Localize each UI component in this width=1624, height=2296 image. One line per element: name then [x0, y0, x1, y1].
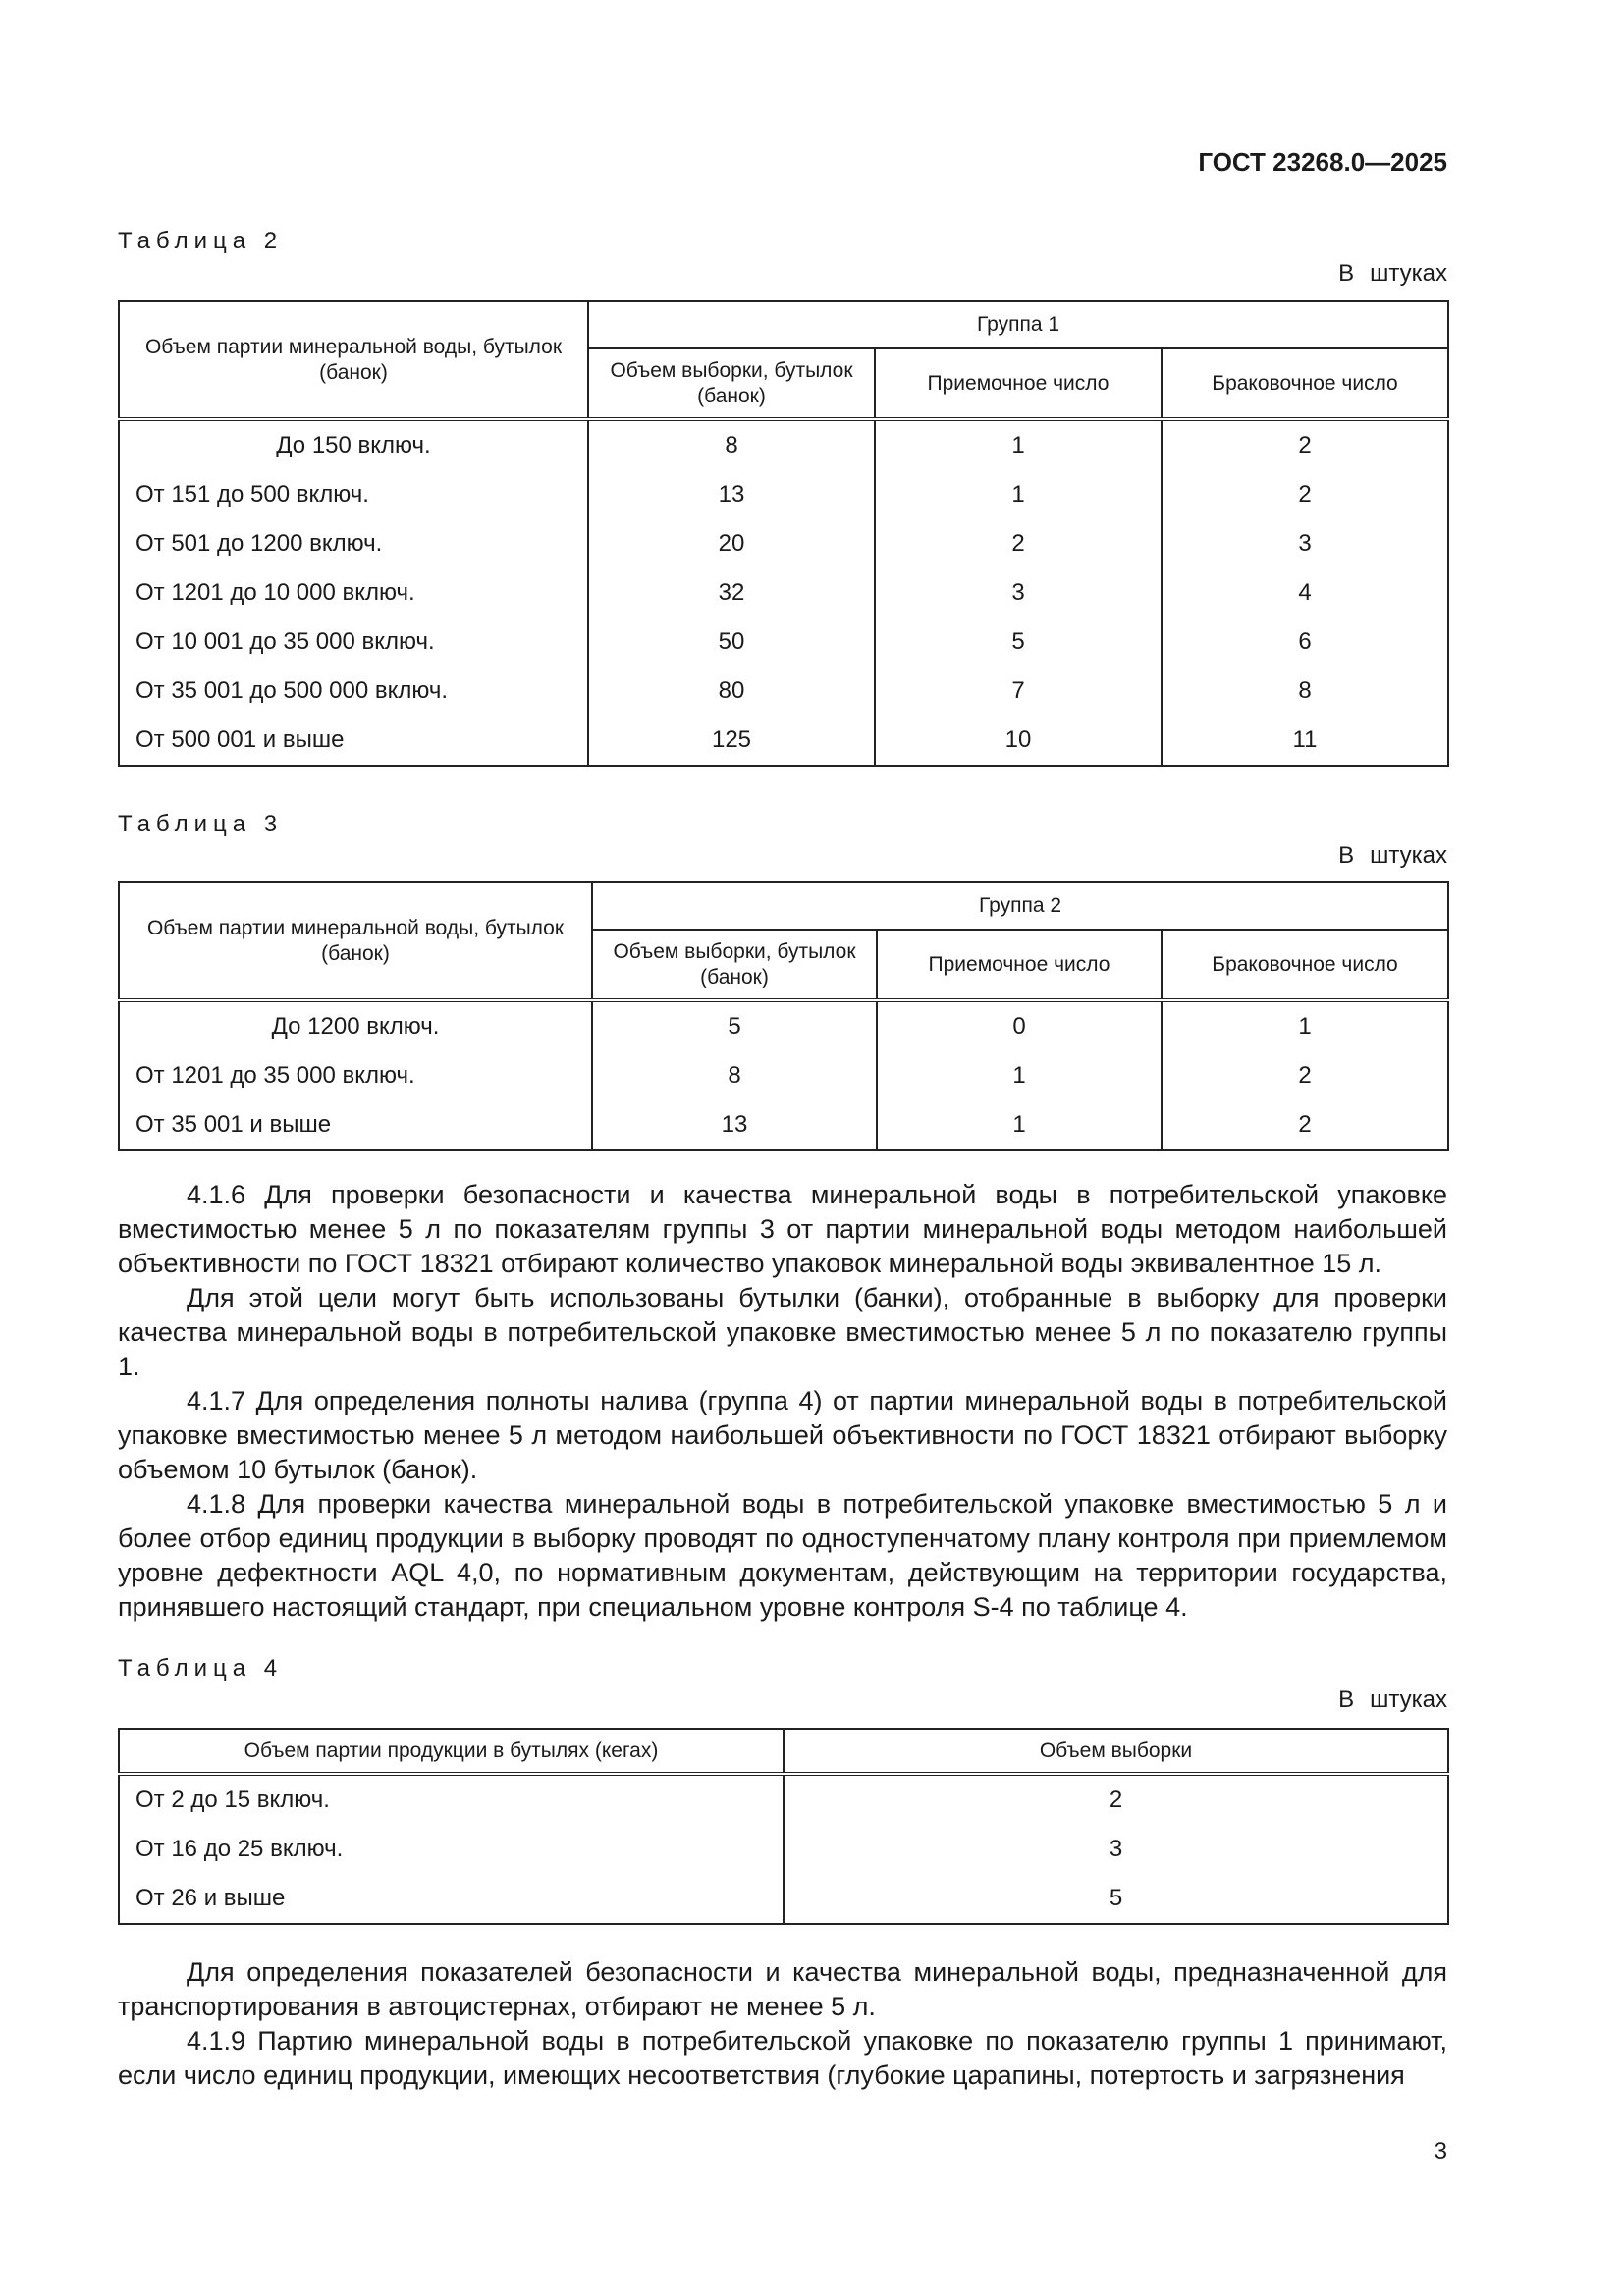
paragraph-4-1-6: 4.1.6 Для проверки безопасности и качества минеральной воды в потребительской упаковке вместимостью менее 5 л по показателям группы 3 от партии минеральной воды методом наибольшей объективности по ГОСТ 18321 отбирают количество упаковок минеральной воды эквивалентное 15 л.	[118, 1180, 1447, 1278]
lot-cell: От 35 001 и выше	[119, 1100, 592, 1150]
accept-cell: 3	[875, 568, 1162, 617]
sample-cell: 2	[784, 1774, 1448, 1825]
accept-cell: 1	[875, 419, 1162, 470]
sample-cell: 80	[588, 667, 875, 716]
table4-header-sample: Объем выборки	[784, 1729, 1448, 1774]
paragraph-transport: Для определения показателей безопасности и качества минеральной воды, предназначенной для транспортирования в автоцистернах, отбирают не менее 5 л.	[118, 1957, 1447, 2021]
table-row	[119, 419, 1448, 470]
reject-cell: 11	[1162, 716, 1448, 766]
lot-cell: От 35 001 до 500 000 включ.	[119, 667, 588, 716]
table-row	[119, 470, 1448, 519]
units-word2: штуках	[1370, 1686, 1447, 1713]
accept-cell: 1	[877, 1100, 1162, 1150]
table-row	[119, 1774, 1448, 1825]
table2-header-reject: Браковочное число	[1162, 348, 1448, 419]
table-row	[119, 1051, 1448, 1100]
sample-cell: 5	[592, 1000, 877, 1051]
units-word1: В	[1338, 260, 1355, 287]
lot-cell: От 151 до 500 включ.	[119, 470, 588, 519]
table3-units	[1338, 842, 1447, 870]
paragraph-4-1-9: 4.1.9 Партию минеральной воды в потребительской упаковке по показателю группы 1 принимают, если число единиц продукции, имеющих несоответствия (глубокие царапины, потертость и загрязнения	[118, 2026, 1447, 2090]
units-word2: штуках	[1370, 260, 1447, 287]
sample-cell: 8	[592, 1051, 877, 1100]
table2-header-accept: Приемочное число	[875, 348, 1162, 419]
accept-cell: 1	[877, 1051, 1162, 1100]
reject-cell: 1	[1162, 1000, 1448, 1051]
table4	[118, 1728, 1449, 1925]
units-word1: В	[1338, 1686, 1355, 1713]
accept-cell: 0	[877, 1000, 1162, 1051]
lot-cell: От 1201 до 10 000 включ.	[119, 568, 588, 617]
table3	[118, 881, 1449, 1151]
paragraph-4-1-7: 4.1.7 Для определения полноты налива (группа 4) от партии минеральной воды в потребительской упаковке вместимостью менее 5 л методом наибольшей объективности по ГОСТ 18321 отбирают выборку объемом 10 бутылок (банок).	[118, 1386, 1447, 1484]
paragraph-4-1-8: 4.1.8 Для проверки качества минеральной воды в потребительской упаковке вместимостью 5 л и более отбор единиц продукции в выборку проводят по одноступенчатому плану контроля при приемлемом уровне дефектности AQL 4,0, по нормативным документам, действующим на территории государства, принявшего настоящий стандарт, при специальном уровне контроля S-4 по таблице 4.	[118, 1489, 1447, 1622]
sample-cell: 3	[784, 1825, 1448, 1874]
sample-cell: 125	[588, 716, 875, 766]
table2-label: Таблица 2	[118, 228, 284, 254]
body-text-section-a	[118, 1178, 1447, 1625]
table3-label: Таблица 3	[118, 811, 284, 837]
accept-cell: 5	[875, 617, 1162, 667]
sample-cell: 8	[588, 419, 875, 470]
accept-cell: 7	[875, 667, 1162, 716]
table2-units	[1338, 260, 1447, 288]
sample-cell: 32	[588, 568, 875, 617]
table-row	[119, 617, 1448, 667]
lot-cell: До 1200 включ.	[119, 1000, 592, 1051]
table3-header-group: Группа 2	[592, 882, 1448, 930]
table4-header-lot: Объем партии продукции в бутылях (кегах)	[119, 1729, 784, 1774]
units-word1: В	[1338, 842, 1355, 869]
table2-header-group: Группа 1	[588, 301, 1448, 348]
table3-header-lot: Объем партии минеральной воды, бутылок (банок)	[119, 882, 592, 1000]
reject-cell: 2	[1162, 419, 1448, 470]
table3-header-accept: Приемочное число	[877, 930, 1162, 1000]
lot-cell: От 10 001 до 35 000 включ.	[119, 617, 588, 667]
reject-cell: 2	[1162, 470, 1448, 519]
table-row	[119, 1100, 1448, 1150]
table2	[118, 300, 1449, 767]
table4-units	[1338, 1686, 1447, 1714]
sample-cell: 50	[588, 617, 875, 667]
sample-cell: 5	[784, 1874, 1448, 1924]
reject-cell: 4	[1162, 568, 1448, 617]
table-row	[119, 1000, 1448, 1051]
reject-cell: 3	[1162, 519, 1448, 568]
lot-cell: До 150 включ.	[119, 419, 588, 470]
lot-cell: От 1201 до 35 000 включ.	[119, 1051, 592, 1100]
accept-cell: 2	[875, 519, 1162, 568]
lot-cell: От 16 до 25 включ.	[119, 1825, 784, 1874]
table-row	[119, 519, 1448, 568]
paragraph-purpose: Для этой цели могут быть использованы бутылки (банки), отобранные в выборку для проверки качества минеральной воды в потребительской упаковке вместимостью менее 5 л по показателю группы 1.	[118, 1283, 1447, 1381]
reject-cell: 6	[1162, 617, 1448, 667]
accept-cell: 1	[875, 470, 1162, 519]
accept-cell: 10	[875, 716, 1162, 766]
table-row	[119, 716, 1448, 766]
lot-cell: От 2 до 15 включ.	[119, 1774, 784, 1825]
lot-cell: От 26 и выше	[119, 1874, 784, 1924]
table-row	[119, 1874, 1448, 1924]
lot-cell: От 501 до 1200 включ.	[119, 519, 588, 568]
sample-cell: 20	[588, 519, 875, 568]
table4-label: Таблица 4	[118, 1655, 284, 1682]
table3-header-reject: Браковочное число	[1162, 930, 1448, 1000]
sample-cell: 13	[592, 1100, 877, 1150]
table2-header-lot: Объем партии минеральной воды, бутылок (банок)	[119, 301, 588, 419]
body-text-section-b	[118, 1955, 1447, 2093]
lot-cell: От 500 001 и выше	[119, 716, 588, 766]
table3-header-sample: Объем выборки, бутылок (банок)	[592, 930, 877, 1000]
table-row	[119, 1825, 1448, 1874]
sample-cell: 13	[588, 470, 875, 519]
reject-cell: 8	[1162, 667, 1448, 716]
reject-cell: 2	[1162, 1100, 1448, 1150]
reject-cell: 2	[1162, 1051, 1448, 1100]
units-word2: штуках	[1370, 842, 1447, 869]
table2-header-sample: Объем выборки, бутылок (банок)	[588, 348, 875, 419]
document-code: ГОСТ 23268.0—2025	[1198, 147, 1447, 177]
table-row	[119, 568, 1448, 617]
page-number: 3	[1434, 2138, 1447, 2164]
table-row	[119, 667, 1448, 716]
